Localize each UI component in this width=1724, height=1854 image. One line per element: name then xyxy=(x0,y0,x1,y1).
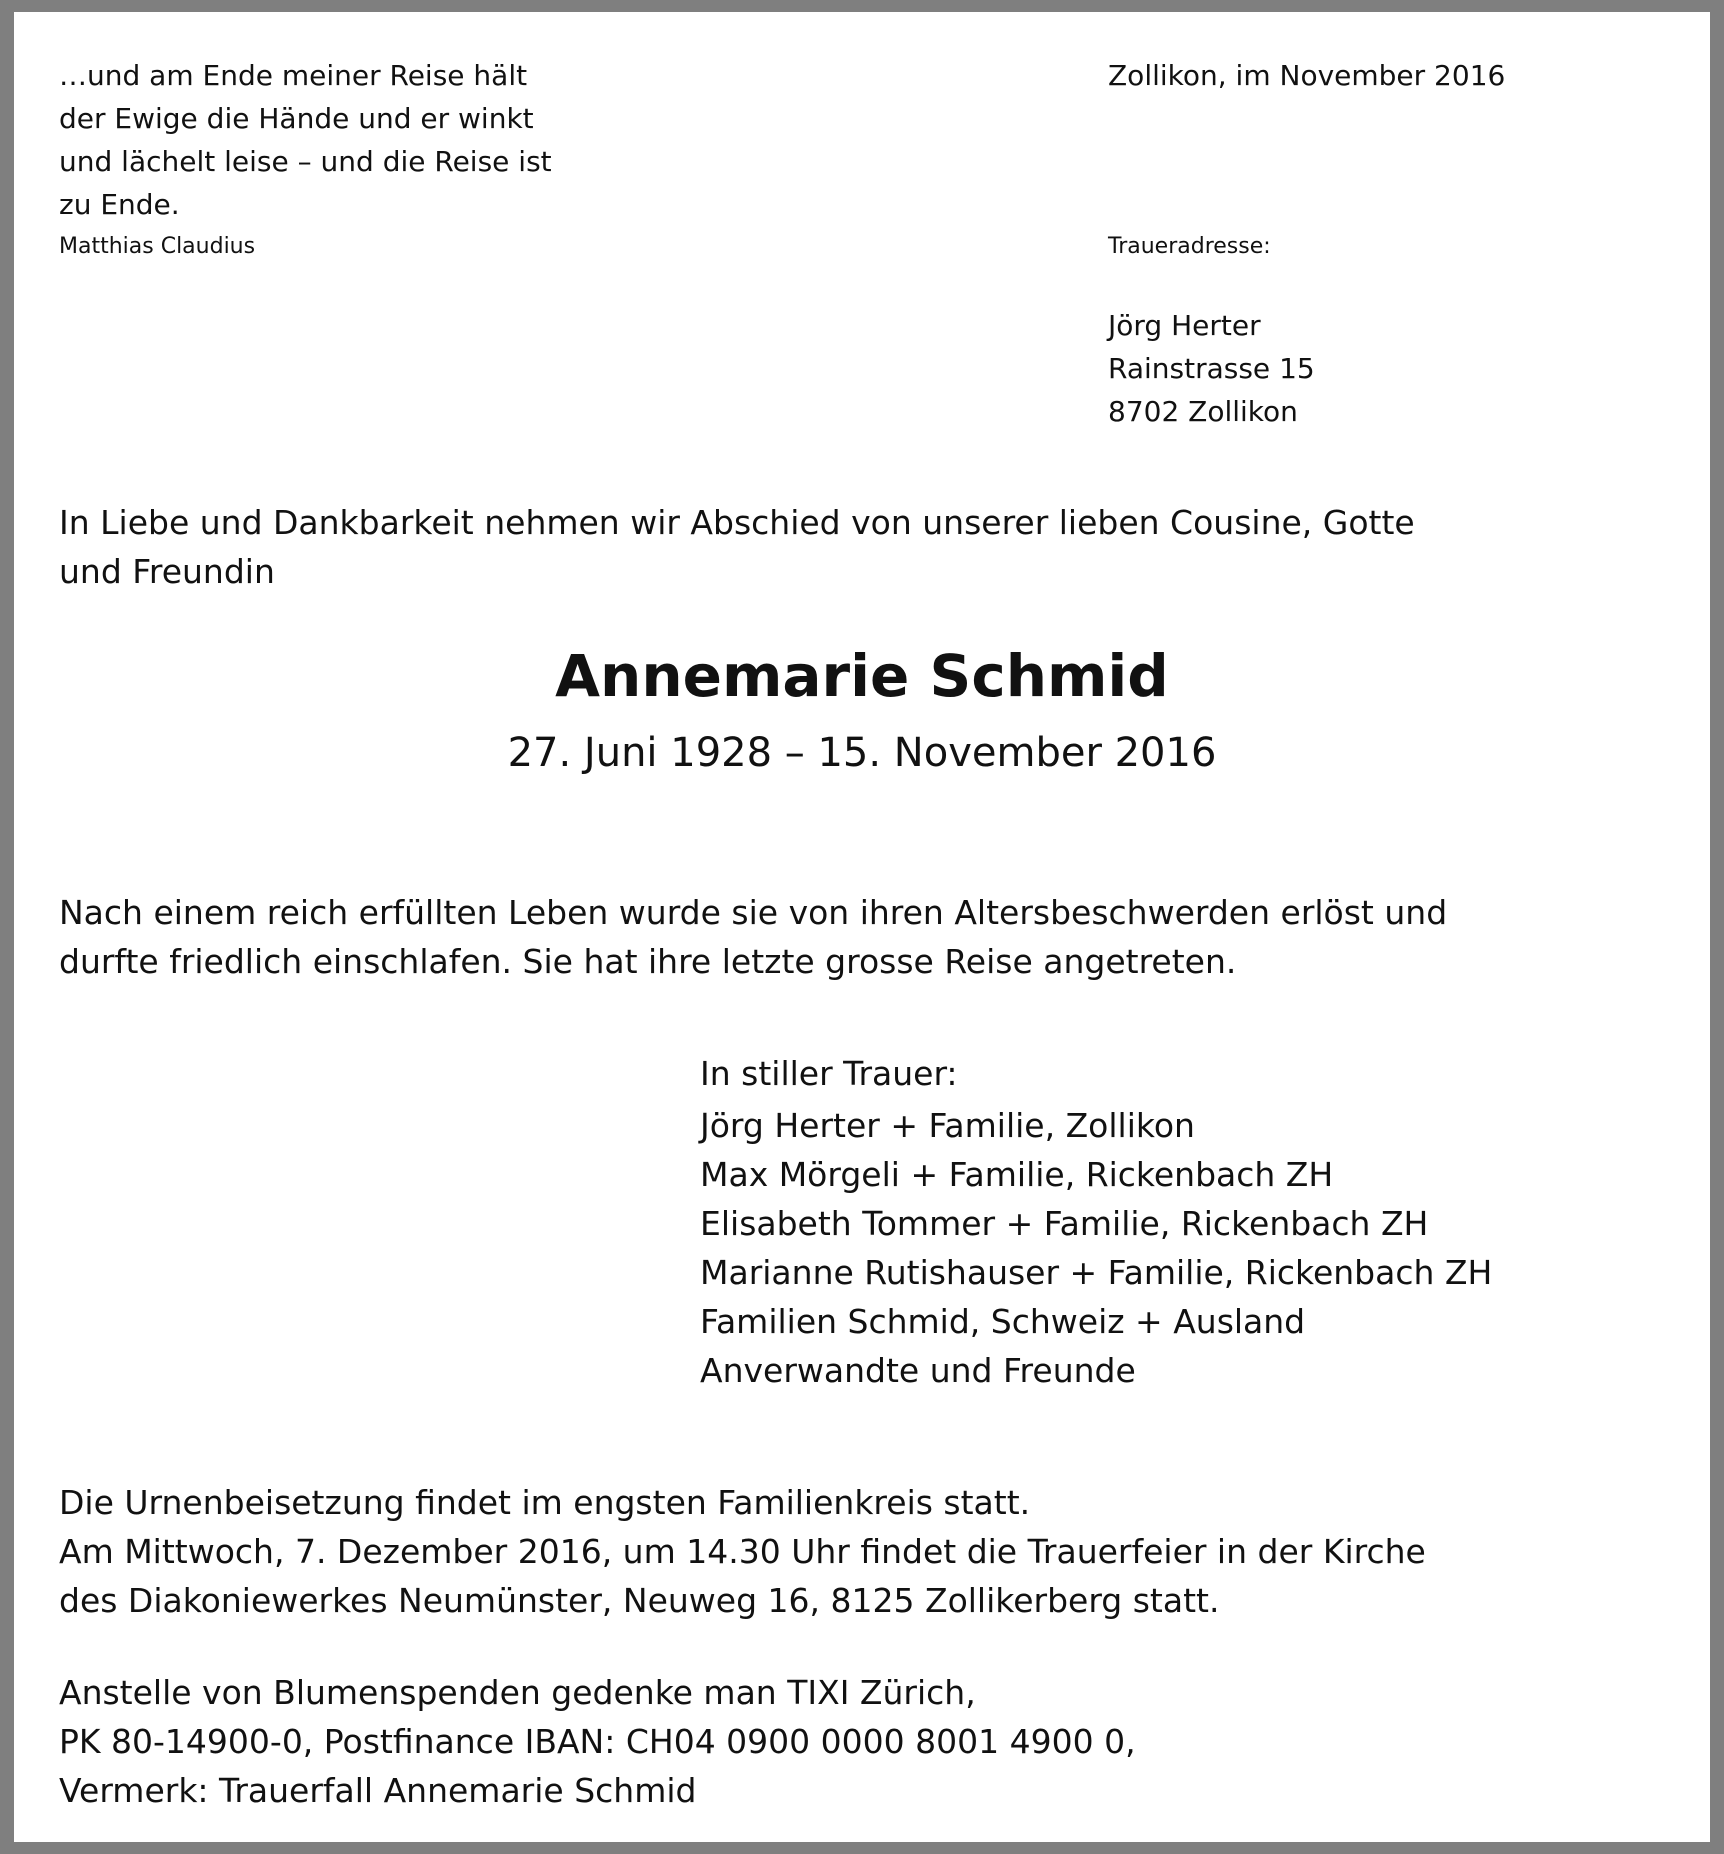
donation-line: Anstelle von Blumenspenden gedenke man TIXI Zürich, xyxy=(59,1673,976,1712)
intro-text xyxy=(59,498,1539,596)
mourner-item: Max Mörgeli + Familie, Rickenbach ZH xyxy=(700,1155,1334,1194)
mourner-item: Jörg Herter + Familie, Zollikon xyxy=(700,1106,1195,1145)
mourning-address xyxy=(1108,304,1315,433)
donation-line: Vermerk: Trauerfall Annemarie Schmid xyxy=(59,1771,697,1810)
life-line: durfte friedlich einschlafen. Sie hat ihre letzte grosse Reise angetreten. xyxy=(59,942,1237,981)
motto-line: der Ewige die Hände und er winkt xyxy=(59,102,534,135)
intro-line: und Freundin xyxy=(59,552,275,591)
mourner-item: Elisabeth Tommer + Familie, Rickenbach ZH xyxy=(700,1204,1429,1243)
address-line: 8702 Zollikon xyxy=(1108,395,1298,428)
mourner-item: Anverwandte und Freunde xyxy=(700,1351,1136,1390)
donation-line: PK 80-14900-0, Postfinance IBAN: CH04 0900 0000 8001 4900 0, xyxy=(59,1722,1136,1761)
mourners-label: In stiller Trauer: xyxy=(700,1054,958,1093)
motto-author: Matthias Claudius xyxy=(59,234,256,259)
obituary-page xyxy=(14,12,1710,1842)
ceremony-line: Am Mittwoch, 7. Dezember 2016, um 14.30 Uhr findet die Trauerfeier in der Kirche xyxy=(59,1532,1426,1571)
ceremony-line: des Diakoniewerkes Neumünster, Neuweg 16, 8125 Zollikerberg statt. xyxy=(59,1581,1220,1620)
mourners-list xyxy=(700,1101,1492,1395)
donation-text xyxy=(59,1668,1599,1815)
address-line: Jörg Herter xyxy=(1108,309,1261,342)
intro-line: In Liebe und Dankbarkeit nehmen wir Abschied von unserer lieben Cousine, Gotte xyxy=(59,503,1415,542)
address-label: Traueradresse: xyxy=(1108,234,1271,259)
life-line: Nach einem reich erfüllten Leben wurde sie von ihren Altersbeschwerden erlöst und xyxy=(59,893,1448,932)
deceased-name: Annemarie Schmid xyxy=(555,642,1169,710)
motto-quote xyxy=(59,54,619,226)
ceremony-text xyxy=(59,1478,1599,1625)
place-date: Zollikon, im November 2016 xyxy=(1108,59,1506,92)
ceremony-line: Die Urnenbeisetzung findet im engsten Familienkreis statt. xyxy=(59,1483,1031,1522)
motto-line: und lächelt leise – und die Reise ist xyxy=(59,145,552,178)
life-text xyxy=(59,888,1599,986)
motto-line: …und am Ende meiner Reise hält xyxy=(59,59,528,92)
motto-line: zu Ende. xyxy=(59,188,180,221)
life-dates: 27. Juni 1928 – 15. November 2016 xyxy=(507,730,1217,776)
address-line: Rainstrasse 15 xyxy=(1108,352,1315,385)
mourner-item: Familien Schmid, Schweiz + Ausland xyxy=(700,1302,1306,1341)
mourner-item: Marianne Rutishauser + Familie, Rickenbach ZH xyxy=(700,1253,1493,1292)
